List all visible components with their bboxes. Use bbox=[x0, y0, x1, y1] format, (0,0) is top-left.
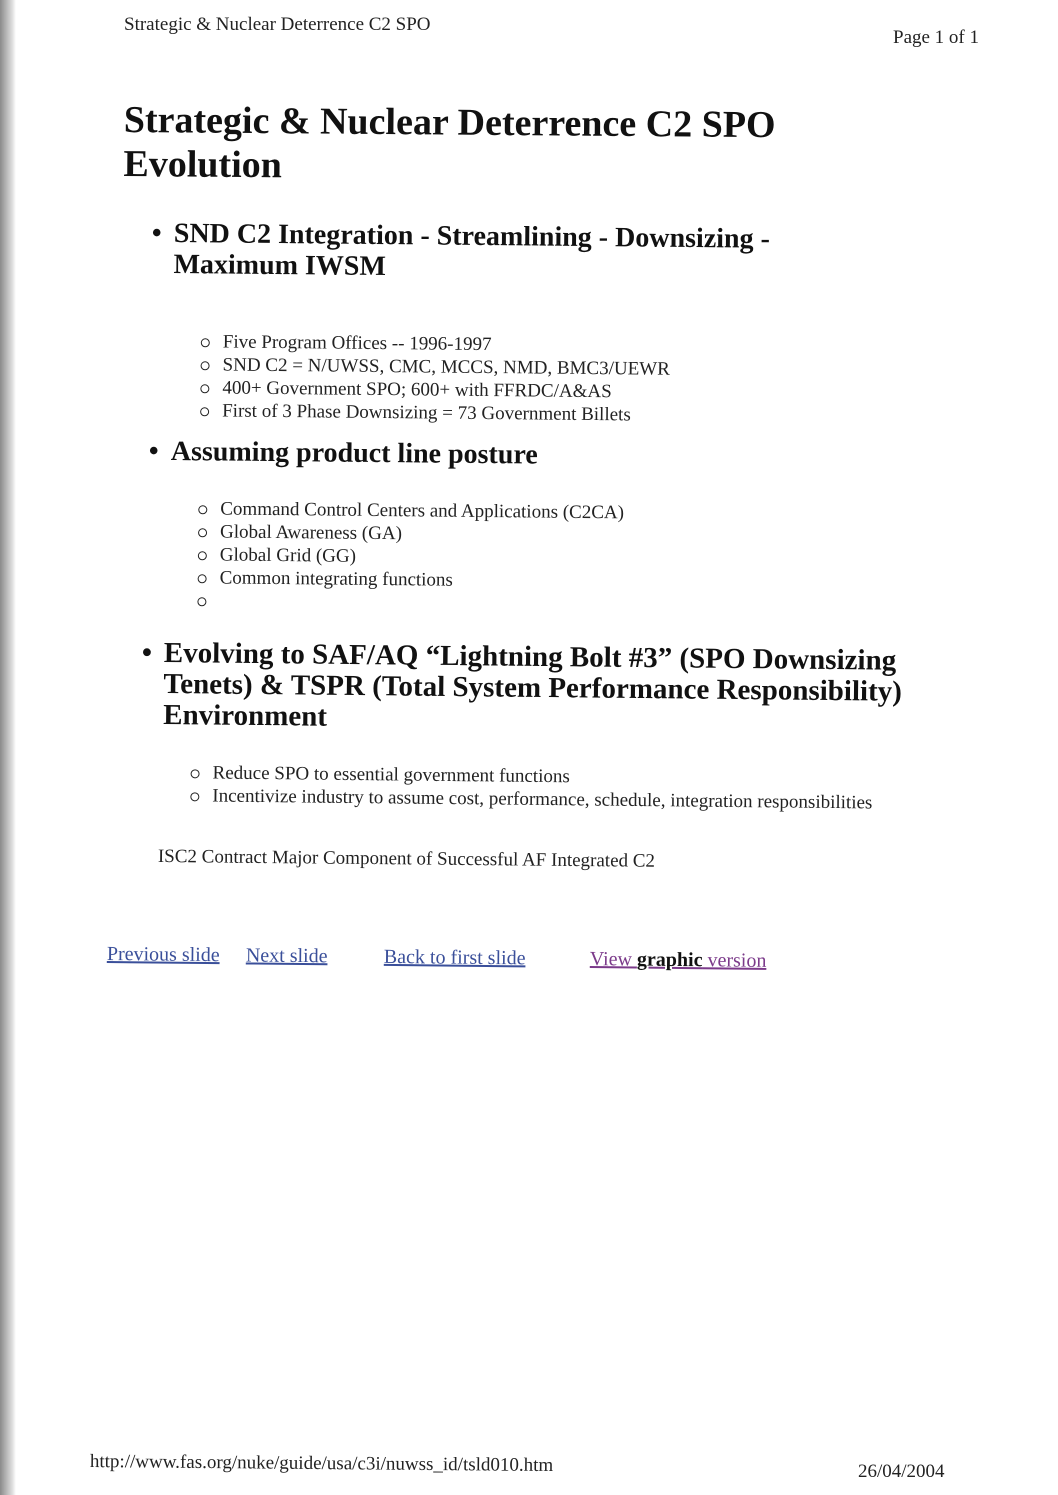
list-item-text: Incentivize industry to assume cost, performance, schedule, integration responsibilities bbox=[212, 785, 873, 814]
sub-bullet-list bbox=[219, 497, 890, 618]
scan-shadow-edge bbox=[0, 0, 16, 1495]
print-header-page-number: Page 1 of 1 bbox=[893, 27, 980, 48]
bullet-dot-icon: • bbox=[151, 217, 162, 249]
circle-bullet-icon bbox=[200, 384, 209, 393]
circle-bullet-icon bbox=[200, 407, 209, 416]
section-heading bbox=[151, 217, 894, 287]
list-item-text: Global Awareness (GA) bbox=[219, 521, 403, 545]
list-item-text: Command Control Centers and Applications (C2CA) bbox=[220, 498, 625, 524]
list-item-text: First of 3 Phase Downsizing = 73 Government Billets bbox=[222, 400, 631, 426]
circle-bullet-icon bbox=[198, 551, 207, 560]
section-heading-text: Evolving to SAF/AQ “Lightning Bolt #3” (SPO Downsizing Tenets) & TSPR (Total System Performance Responsibility) Environment bbox=[163, 637, 903, 733]
back-to-first-slide-link[interactable]: Back to first slide bbox=[383, 945, 526, 970]
section-evolving-lightning-bolt bbox=[141, 636, 984, 816]
section-heading bbox=[141, 636, 984, 740]
list-item-text: Five Program Offices -- 1996-1997 bbox=[222, 331, 492, 356]
previous-slide-link[interactable]: Previous slide bbox=[106, 943, 220, 967]
section-heading bbox=[148, 435, 891, 474]
print-header-title: Strategic & Nuclear Deterrence C2 SPO bbox=[124, 14, 431, 35]
bullet-dot-icon: • bbox=[148, 435, 159, 467]
circle-bullet-icon bbox=[198, 505, 207, 514]
summary-note: ISC2 Contract Major Component of Successful AF Integrated C2 bbox=[157, 846, 656, 872]
print-footer-url: http://www.fas.org/nuke/guide/usa/c3i/nuwss_id/tsld010.htm bbox=[89, 1451, 554, 1477]
circle-bullet-icon bbox=[198, 528, 207, 537]
section-snd-c2-integration bbox=[151, 217, 894, 429]
sub-bullet-list bbox=[212, 762, 982, 816]
list-item-text: 400+ Government SPO; 600+ with FFRDC/A&AS bbox=[222, 377, 612, 403]
sub-bullet-list bbox=[222, 330, 893, 428]
view-link-suffix: version bbox=[702, 949, 767, 972]
list-item-text: Common integrating functions bbox=[219, 567, 453, 591]
section-heading-text: Assuming product line posture bbox=[170, 436, 538, 471]
list-item-text: SND C2 = N/UWSS, CMC, MCCS, NMD, BMC3/UEWR bbox=[222, 354, 670, 380]
list-item-text: Global Grid (GG) bbox=[219, 544, 357, 567]
view-link-bold: graphic bbox=[636, 948, 703, 972]
section-product-line-posture bbox=[148, 435, 891, 619]
circle-bullet-icon bbox=[191, 769, 200, 778]
next-slide-link[interactable]: Next slide bbox=[245, 944, 328, 968]
bullet-dot-icon: • bbox=[141, 636, 153, 669]
circle-bullet-icon bbox=[198, 574, 207, 583]
list-item-text: Reduce SPO to essential government functions bbox=[212, 762, 570, 788]
section-heading-text: SND C2 Integration - Streamlining - Downsizing - Maximum IWSM bbox=[173, 218, 771, 283]
print-footer-date: 26/04/2004 bbox=[858, 1461, 945, 1482]
circle-bullet-icon bbox=[197, 597, 206, 606]
slide-navigation bbox=[107, 943, 827, 981]
circle-bullet-icon bbox=[190, 792, 199, 801]
slide-title: Strategic & Nuclear Deterrence C2 SPO Evolution bbox=[123, 98, 776, 187]
circle-bullet-icon bbox=[201, 338, 210, 347]
circle-bullet-icon bbox=[201, 361, 210, 370]
view-graphic-version-link[interactable] bbox=[590, 948, 767, 973]
view-link-prefix: View bbox=[589, 948, 638, 971]
